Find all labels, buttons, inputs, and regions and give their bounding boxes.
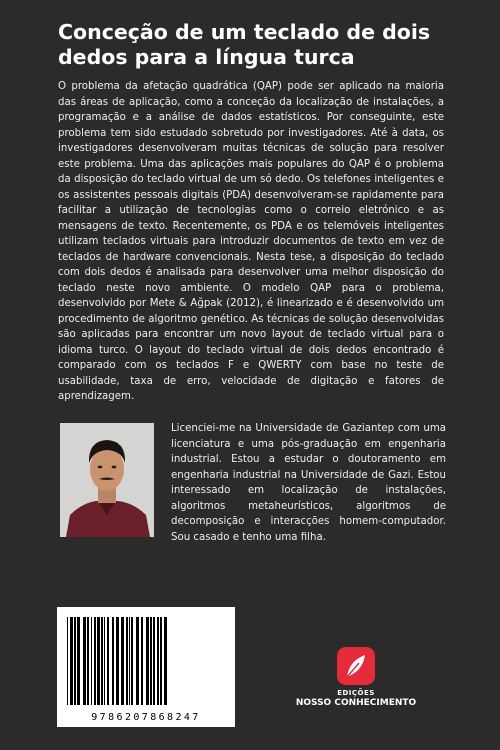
barcode-bar [101,617,103,705]
quill-feather-icon [337,647,375,685]
publisher-logo [337,647,375,685]
barcode-bar [116,617,119,705]
barcode-bar [121,617,124,705]
barcode-bar [164,617,167,705]
barcode-bar [97,617,100,705]
barcode-bar [150,617,152,705]
book-abstract: O problema da afetação quadrática (QAP) pode ser aplicado na maioria das áreas de aplicação, como a conceção da localização de instalações, a programação e a análise de dados estatísticos. Por conseguinte, este problema tem sido estudado sobretudo por investigadores. Até à data, os investigadores desenvolveram muitas técnicas de solução para resolver este problema. Uma das aplicações mais populares do QAP é o problema da disposição do teclado virtual de um só dedo. Os telefones inteligentes e os assistentes pessoais digitais (PDA) desenvolveram-se rapidamente para facilitar a utilização de tecnologias como o correio eletrónico e as mensagens de texto. Recentemente, os PDA e os telemóveis inteligentes utilizam teclados virtuais para introduzir documentos de texto em vez de teclados de hardware convencionais. Nesta tese, a disposição do teclado com dois dedos é analisada para desenvolver uma melhor disposição do teclado neste novo ambiente. O modelo QAP para o problema, desenvolvido por Mete & Ağpak (2012), é linearizado e é desenvolvido um procedimento de algoritmo genético. As técnicas de solução desenvolvidas são aplicadas para encontrar um novo layout de teclado virtual para o idioma turco. O layout do teclado virtual de dois dedos encontrado é comparado com os teclados F e QWERTY com base no teste de usabilidade, taxa de erro, velocidade de digitação e fatores de aprendizagem. [58,81,444,402]
barcode-bar [91,617,92,705]
barcode-bar [83,617,86,705]
barcode-bar [77,617,80,705]
barcode-bar [146,617,149,705]
barcode-bar [141,617,143,705]
book-title: Conceção de um teclado de dois dedos para a língua turca [58,20,431,69]
barcode-bar [112,617,114,705]
publisher-name-line2: NOSSO CONHECIMENTO [295,698,417,708]
barcode-bar [126,617,128,705]
publisher-name-line1: EDIÇÕES [337,689,375,697]
author-bio: Licenciei-me na Universidade de Gaziantep com uma licenciatura e uma pós-graduação em engenharia industrial. Estou a estudar o doutoramento em engenharia industrial na Universidade de Gazi. Estou interessado em localização de instalações, algoritmos metaheurísticos, algoritmos de decomposição e interacções homem-computador. Sou casado e tenho uma filha. [171,423,446,543]
barcode-bar [67,617,68,705]
barcode-bars [65,617,227,705]
author-portrait-icon [60,423,154,537]
barcode-bar [160,617,162,705]
barcode-bar [131,617,133,705]
barcode-bar [136,617,139,705]
barcode-bar [107,617,109,705]
author-photo [60,423,154,537]
isbn-number: 9786207868247 [91,712,201,723]
barcode-bar [70,617,73,705]
barcode-bar [87,617,89,705]
barcode-bar [104,617,105,705]
barcode-bar [157,617,159,705]
barcode-bar [74,617,76,705]
barcode-bar [153,617,155,705]
isbn-barcode [57,607,235,727]
barcode-bar [94,617,96,705]
barcode-bar [129,617,130,705]
